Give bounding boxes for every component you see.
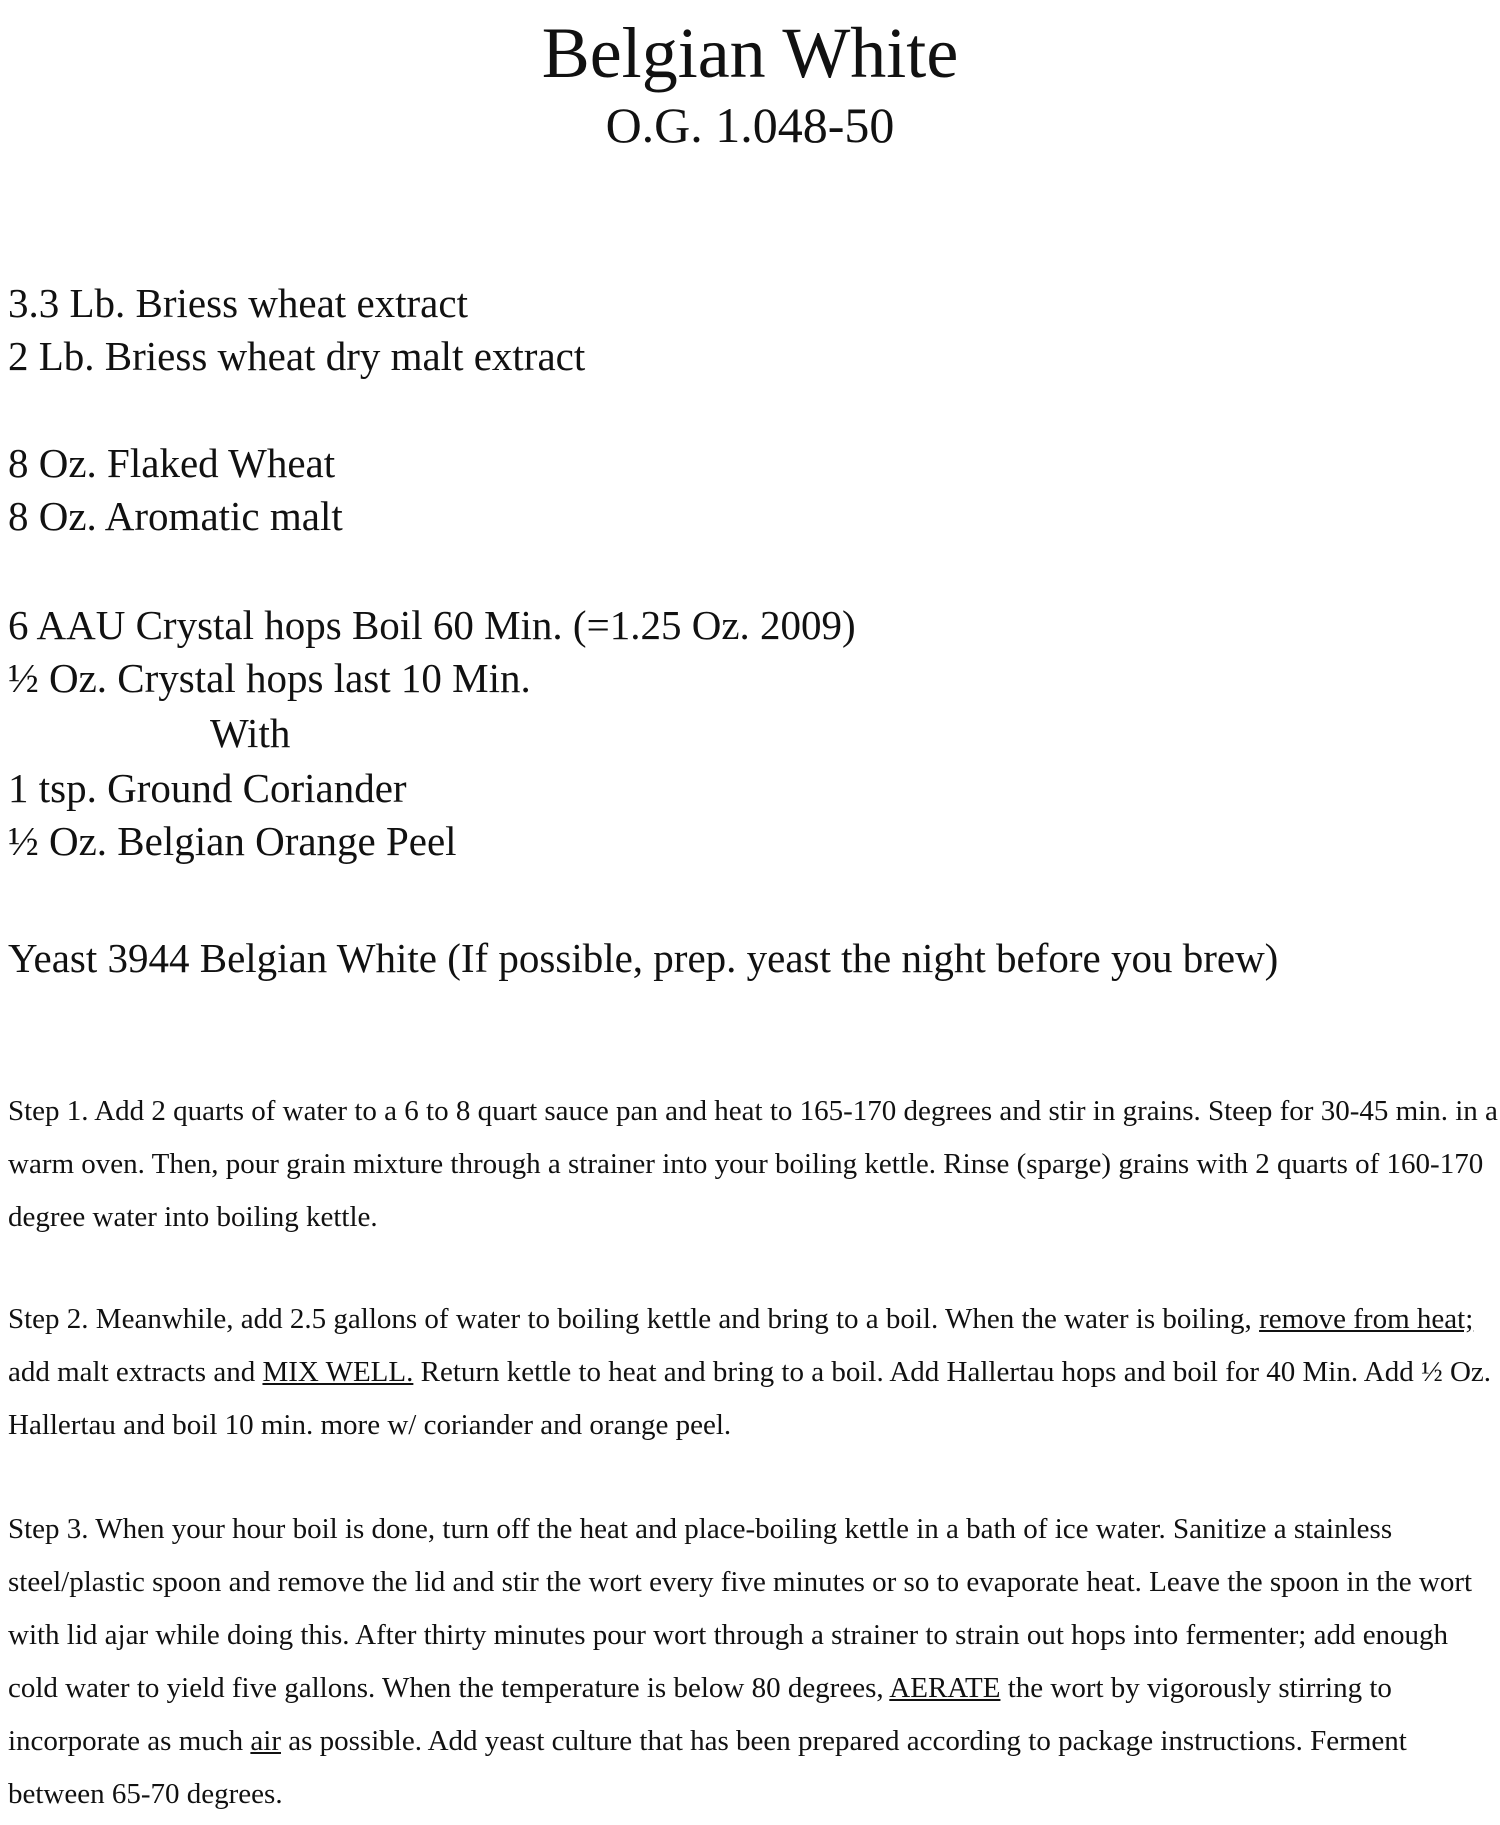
ingredient-connector: With [210,710,291,756]
ingredient-line: ½ Oz. Crystal hops last 10 Min. [8,655,531,701]
ingredient-line: 8 Oz. Flaked Wheat [8,440,336,486]
step-2-text: Return kettle to heat and bring to a boil. Add Hallertau hops and boil for 40 Min. Add ½ Oz. Hallertau and boil 10 min. more w/ coriander and orange peel. [8,1356,1492,1441]
ingredient-line: 1 tsp. Ground Coriander [8,765,407,811]
ingredient-line: 6 AAU Crystal hops Boil 60 Min. (=1.25 Oz. 2009) [8,602,856,648]
ingredient-line: 3.3 Lb. Briess wheat extract [8,280,468,326]
recipe-title: Belgian White [541,13,959,93]
step-1: Step 1. Add 2 quarts of water to a 6 to 8 quart sauce pan and heat to 165-170 degrees and stir in grains. Steep for 30-45 min. in a warm oven. Then, pour grain mixture through a strainer into your boiling kettle. Rinse (sparge) grains with 2 quarts of 160-170 degree water into boiling kettle. [8,1095,1498,1233]
step-3-text: as possible. Add yeast culture that has been prepared according to package instructions. Ferment between 65-70 degrees. [8,1725,1407,1810]
step-2-emphasis-remove-heat: remove from heat; [1259,1303,1474,1335]
step-3-text: the wort by vigorously stirring to incorporate as much [8,1672,1392,1757]
step-3 [8,1503,1498,1821]
step-2-emphasis-mix-well: MIX WELL. [262,1356,414,1388]
step-2-text: Step 2. Meanwhile, add 2.5 gallons of water to boiling kettle and bring to a boil. When the water is boiling, [8,1303,1260,1335]
step-3-emphasis-air: air [250,1725,281,1757]
step-2-text: add malt extracts and [8,1356,263,1388]
original-gravity: O.G. 1.048-50 [605,97,895,153]
ingredient-line: ½ Oz. Belgian Orange Peel [8,818,457,864]
ingredient-line: 8 Oz. Aromatic malt [8,493,343,539]
ingredient-line: 2 Lb. Briess wheat dry malt extract [8,333,586,379]
step-3-text: Step 3. When your hour boil is done, turn off the heat and place-boiling kettle in a bath of ice water. Sanitize a stainless steel/plastic spoon and remove the lid and stir the wort every five minutes or so to evaporate heat. Leave the spoon in the wort with lid ajar while doing this. After thirty minutes pour wort through a strainer to strain out hops into fermenter; add enough cold water to yield five gallons. When the temperature is below 80 degrees, [8,1513,1473,1704]
step-2 [8,1293,1498,1452]
step-3-emphasis-aerate: AERATE [889,1672,1001,1704]
yeast-note: Yeast 3944 Belgian White (If possible, prep. yeast the night before you brew) [8,935,1279,981]
